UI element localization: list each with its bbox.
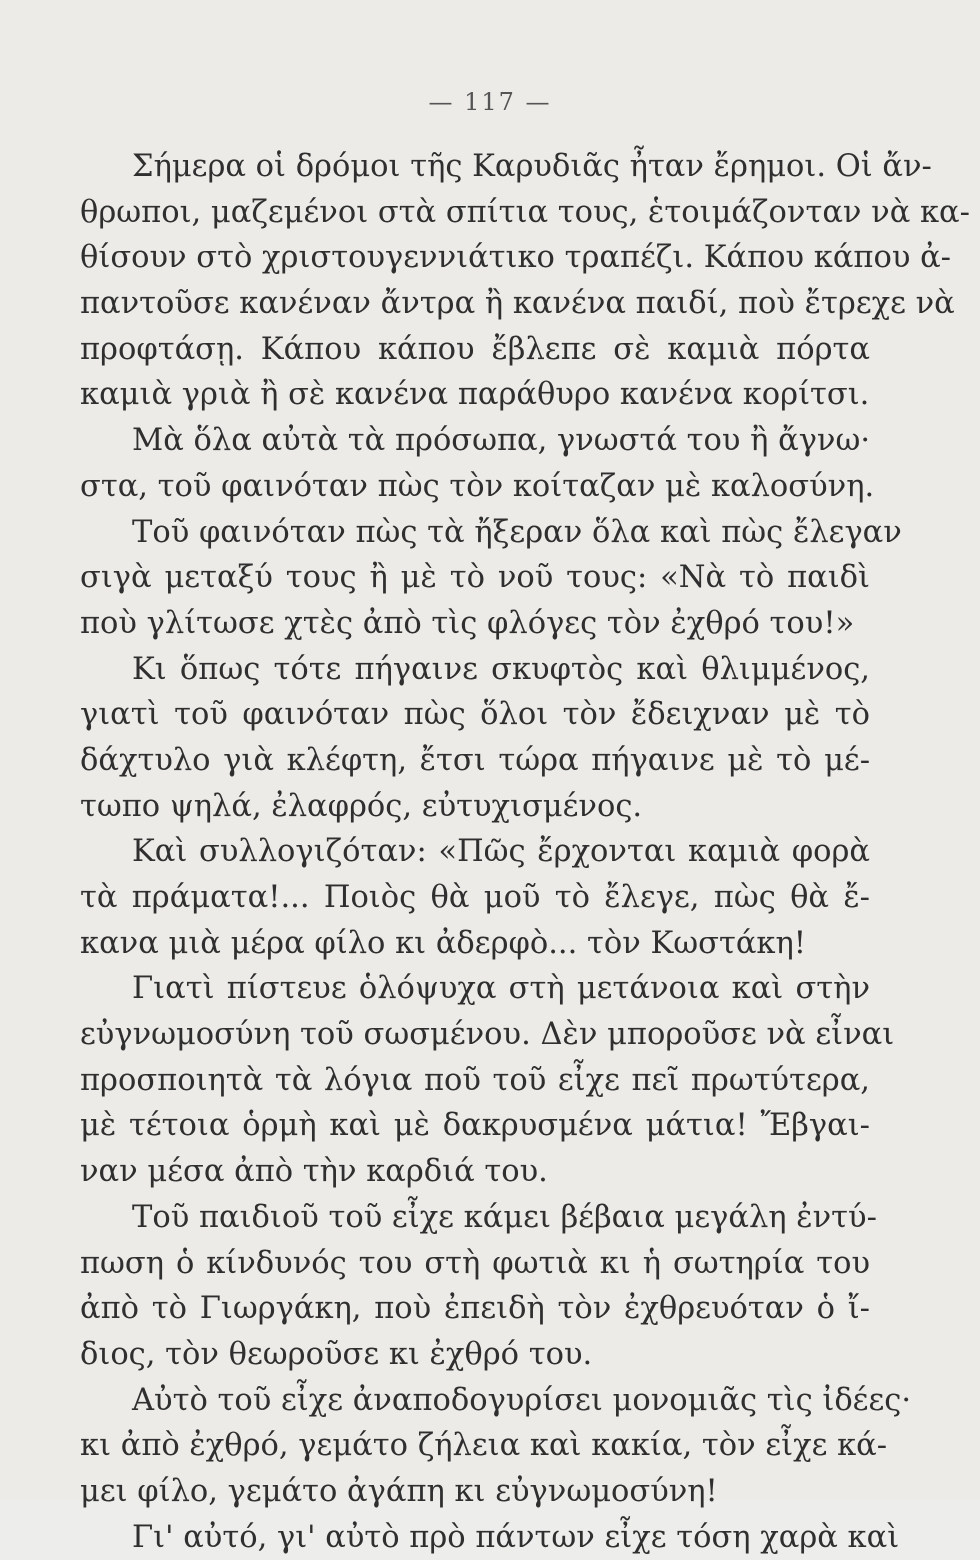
text-line: σιγὰ μεταξύ τους ἢ μὲ τὸ νοῦ τους: «Νὰ τὸ παιδὶ	[80, 560, 870, 596]
text-line: πωση ὁ κίνδυνός του στὴ φωτιὰ κι ἡ σωτηρία του	[80, 1245, 870, 1281]
text-line: Τοῦ παιδιοῦ τοῦ εἶχε κάμει βέβαια μεγάλη ἐντύ-	[132, 1199, 877, 1235]
text-line: Κι ὅπως τότε πήγαινε σκυφτὸς καὶ θλιμμένος,	[132, 651, 870, 687]
text-line: ἀπὸ τὸ Γιωργάκη, ποὺ ἐπειδὴ τὸν ἐχθρευόταν ὁ ἴ-	[80, 1291, 870, 1327]
text-line: θίσουν στὸ χριστουγεννιάτικο τραπέζι. Κάπου κάπου ἀ-	[80, 240, 951, 276]
text-line: μει φίλο, γεμάτο ἀγάπη κι εὐγνωμοσύνη!	[80, 1473, 718, 1509]
text-line: Αὐτὸ τοῦ εἶχε ἀναποδογυρίσει μονομιᾶς τὶς ἰδέες·	[132, 1382, 912, 1418]
text-line: Γι' αὐτό, γι' αὐτὸ πρὸ πάντων εἶχε τόση χαρὰ καὶ	[132, 1519, 900, 1555]
text-line: καμιὰ γριὰ ἢ σὲ κανένα παράθυρο κανένα κορίτσι.	[80, 377, 870, 413]
page-number: — 117 —	[428, 88, 552, 116]
text-line: δάχτυλο γιὰ κλέφτη, ἔτσι τώρα πήγαινε μὲ τὸ μέ-	[80, 742, 870, 778]
text-line: Σήμερα οἱ δρόμοι τῆς Καρυδιᾶς ἦταν ἔρημοι. Οἱ ἄν-	[132, 149, 932, 184]
text-line: τωπο ψηλά, ἐλαφρός, εὐτυχισμένος.	[80, 788, 643, 824]
text-line: παντοῦσε κανέναν ἄντρα ἢ κανένα παιδί, ποὺ ἔτρεχε νὰ	[80, 286, 955, 322]
text-line: εὐγνωμοσύνη τοῦ σωσμένου. Δὲν μποροῦσε νὰ εἶναι	[80, 1017, 895, 1053]
text-line: κι ἀπὸ ἐχθρό, γεμάτο ζήλεια καὶ κακία, τὸν εἶχε κά-	[80, 1428, 888, 1464]
text-line: Γιατὶ πίστευε ὁλόψυχα στὴ μετάνοια καὶ στὴν	[132, 971, 870, 1007]
text-line: ποὺ γλίτωσε χτὲς ἀπὸ τὶς φλόγες τὸν ἐχθρό του!»	[80, 605, 855, 641]
text-line: Μὰ ὅλα αὐτὰ τὰ πρόσωπα, γνωστά του ἢ ἄγνω·	[132, 423, 871, 459]
text-line: τὰ πράματα!... Ποιὸς θὰ μοῦ τὸ ἔλεγε, πὼς θὰ ἔ-	[80, 880, 870, 915]
text-line: κανα μιὰ μέρα φίλο κι ἀδερφὸ... τὸν Κωστάκη!	[80, 925, 807, 961]
text-line: προφτάσῃ. Κάπου κάπου ἔβλεπε σὲ καμιὰ πόρτα	[80, 331, 870, 367]
text-line: στα, τοῦ φαινόταν πὼς τὸν κοίταζαν μὲ καλοσύνη.	[80, 468, 875, 504]
text-line: Καὶ συλλογιζόταν: «Πῶς ἔρχονται καμιὰ φορὰ	[132, 834, 870, 870]
text-line: Τοῦ φαινόταν πὼς τὰ ἤξεραν ὅλα καὶ πὼς ἔλεγαν	[132, 514, 902, 550]
text-line: ναν μέσα ἀπὸ τὴν καρδιά του.	[80, 1154, 548, 1190]
text-line: διος, τὸν θεωροῦσε κι ἐχθρό του.	[80, 1336, 593, 1372]
body-text	[80, 144, 970, 1560]
text-line: προσποιητὰ τὰ λόγια ποῦ τοῦ εἶχε πεῖ πρωτύτερα,	[80, 1062, 870, 1098]
text-line: μὲ τέτοια ὁρμὴ καὶ μὲ δακρυσμένα μάτια! Ἔβγαι-	[80, 1108, 870, 1144]
text-line: θρωποι, μαζεμένοι στὰ σπίτια τους, ἑτοιμάζονταν νὰ κα-	[80, 194, 970, 230]
text-line: γιατὶ τοῦ φαινόταν πὼς ὅλοι τὸν ἔδειχναν μὲ τὸ	[80, 697, 870, 733]
